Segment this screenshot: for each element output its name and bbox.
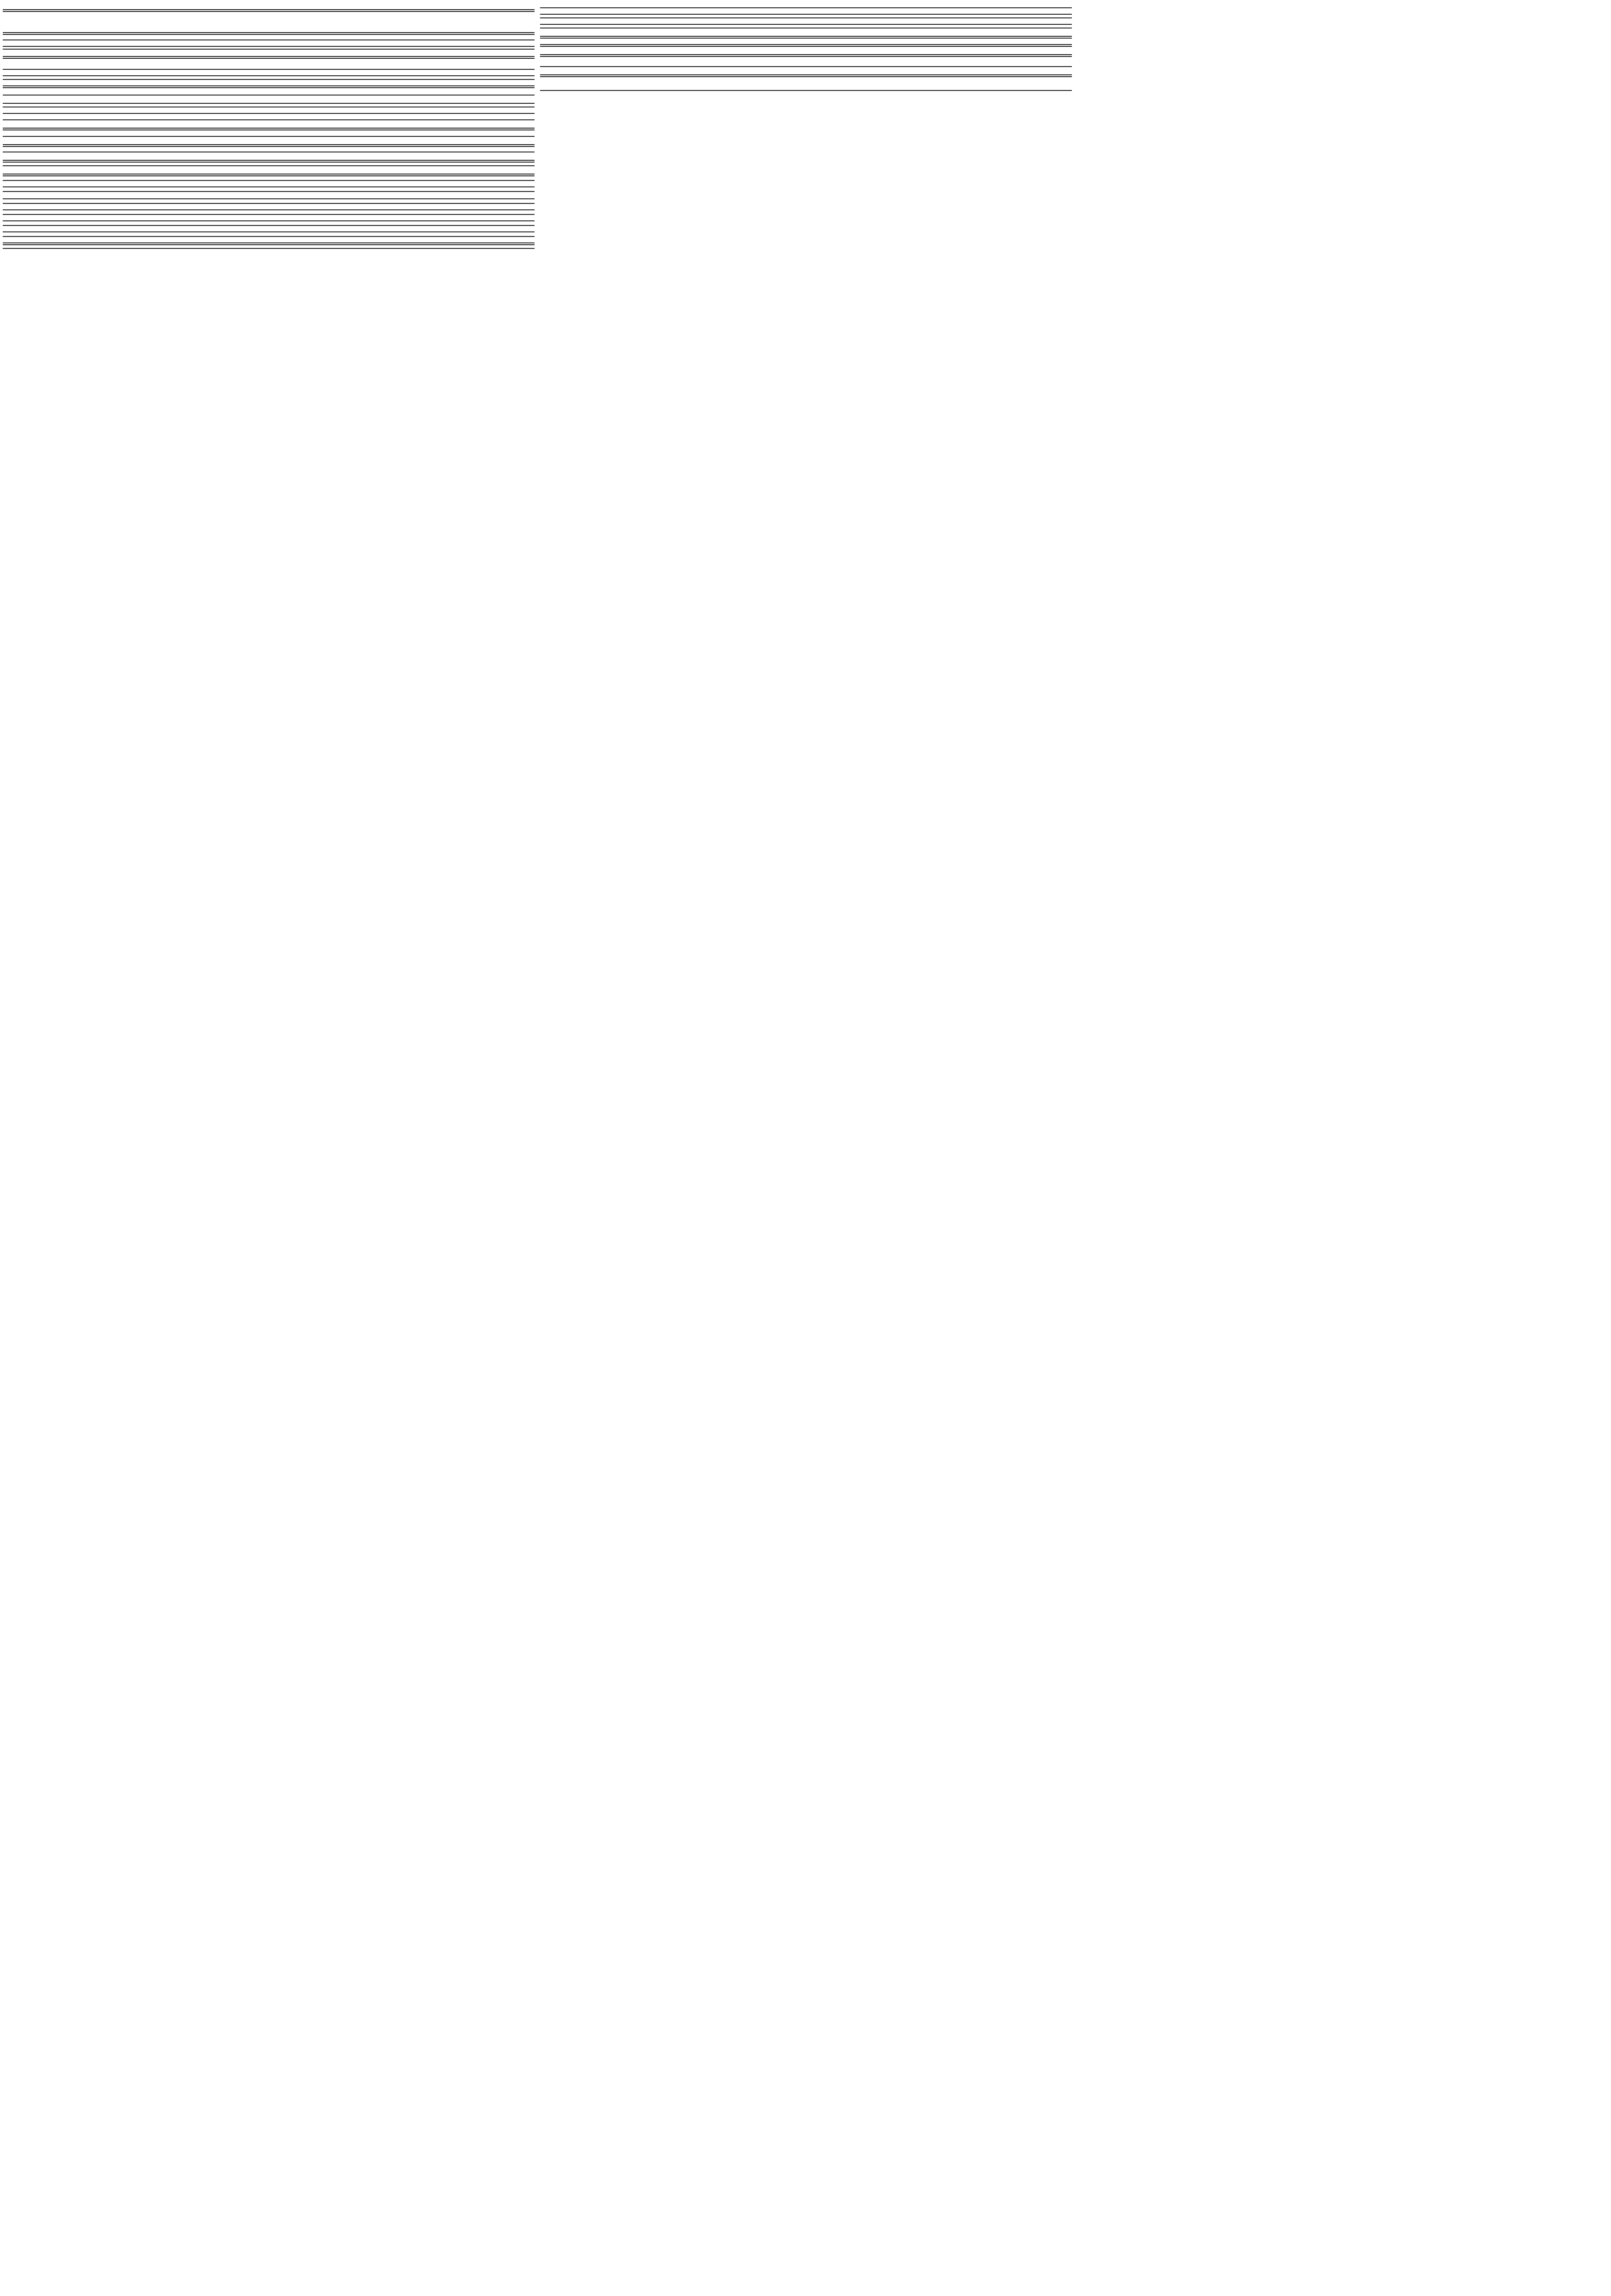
- table-row: [540, 18, 1072, 19]
- data-table: [540, 23, 1072, 29]
- table-cell: [109, 191, 216, 193]
- table-cell: [322, 79, 428, 81]
- table-cell: [215, 191, 322, 193]
- debt-amortization-table: [3, 31, 535, 51]
- lease-schedule-table: [3, 112, 535, 121]
- table-cell: [428, 136, 535, 138]
- table-row: [3, 248, 535, 250]
- labor-obligations-table: [3, 127, 535, 138]
- shareholding-table: [540, 6, 1072, 9]
- table-row: [540, 90, 1072, 92]
- table-cell: [155, 236, 231, 238]
- row-label: [3, 248, 109, 250]
- contingencies-movement-table: [3, 197, 535, 205]
- table-row: [3, 69, 535, 71]
- row-label: [3, 49, 109, 51]
- table-cell: [753, 90, 859, 92]
- table-cell: [215, 69, 322, 71]
- table-cell: [965, 18, 1072, 19]
- table-row: [3, 152, 535, 153]
- table-cell: [109, 168, 216, 169]
- table-cell: [428, 248, 535, 250]
- data-table: [3, 143, 535, 153]
- data-table: [3, 127, 535, 138]
- table-cell: [322, 136, 428, 138]
- table-cell: [357, 120, 535, 121]
- table-cell: [647, 28, 753, 29]
- table-cell: [428, 180, 535, 182]
- table-cell: [109, 180, 216, 182]
- table-cell: [307, 203, 383, 205]
- table-cell: [180, 214, 269, 216]
- table-cell: [753, 18, 859, 19]
- data-table: [540, 13, 1072, 19]
- table-cell: [91, 214, 180, 216]
- row-label: [3, 152, 109, 153]
- data-table: [3, 8, 535, 28]
- table-cell: [215, 248, 322, 250]
- data-table: [3, 102, 535, 108]
- table-cell: [753, 67, 859, 68]
- lease-group-table: [3, 102, 535, 108]
- table-cell: [647, 8, 753, 9]
- row-label: [3, 107, 180, 108]
- table-cell: [109, 136, 216, 138]
- row-label: [3, 79, 109, 81]
- table-cell: [322, 49, 428, 51]
- table-cell: [322, 97, 428, 98]
- table-cell: [428, 97, 535, 98]
- table-row: [3, 225, 535, 227]
- table-cell: [428, 168, 535, 169]
- row-label: [3, 225, 91, 227]
- data-table: [540, 35, 1072, 48]
- table-cell: [965, 67, 1072, 68]
- data-table: [3, 74, 535, 81]
- table-cell: [231, 203, 306, 205]
- table-cell: [335, 27, 402, 28]
- table-cell: [859, 90, 966, 92]
- table-cell: [180, 107, 357, 108]
- row-label: [3, 203, 79, 205]
- debt-redemption-table: [3, 74, 535, 81]
- row-label: [3, 168, 109, 169]
- possible-causes-table: [3, 242, 535, 250]
- table-cell: [322, 191, 428, 193]
- table-row: [3, 214, 535, 216]
- table-row: [3, 79, 535, 81]
- data-table: [540, 53, 1072, 68]
- table-cell: [180, 120, 357, 121]
- table-cell: [859, 67, 966, 68]
- row-label: [3, 120, 180, 121]
- data-table: [3, 197, 535, 205]
- row-label: [3, 97, 109, 98]
- data-table: [3, 208, 535, 216]
- table-cell: [647, 46, 753, 48]
- table-cell: [91, 225, 180, 227]
- table-cell: [215, 136, 322, 138]
- row-label: [3, 136, 109, 138]
- row-label: [540, 67, 647, 68]
- table-row: [3, 191, 535, 193]
- table-row: [540, 67, 1072, 68]
- table-cell: [109, 152, 216, 153]
- capital-increase-2025-table: [540, 23, 1072, 29]
- table-row: [3, 97, 535, 98]
- table-cell: [269, 27, 335, 28]
- data-table: [3, 112, 535, 121]
- table-cell: [109, 49, 216, 51]
- table-cell: [269, 225, 357, 227]
- table-cell: [180, 225, 269, 227]
- table-cell: [357, 225, 446, 227]
- table-cell: [322, 152, 428, 153]
- row-label: [3, 191, 109, 193]
- table-cell: [269, 214, 357, 216]
- table-cell: [322, 180, 428, 182]
- table-cell: [753, 28, 859, 29]
- table-cell: [965, 46, 1072, 48]
- column-middle: [537, 3, 1075, 2296]
- lease-movement-table: [3, 84, 535, 98]
- table-cell: [965, 8, 1072, 9]
- data-table: [3, 84, 535, 98]
- table-row: [3, 136, 535, 138]
- table-row: [3, 49, 535, 51]
- contingencies-consolidated-table: [3, 186, 535, 193]
- general-expenses-table: [540, 73, 1072, 92]
- row-label: [540, 18, 647, 19]
- table-row: [540, 8, 1072, 9]
- data-table: [3, 31, 535, 51]
- row-label: [3, 180, 109, 182]
- table-cell: [109, 97, 216, 98]
- table-cell: [136, 27, 203, 28]
- row-label: [540, 8, 647, 9]
- row-label: [3, 69, 109, 71]
- debt-movement-table: [3, 55, 535, 71]
- table-cell: [215, 97, 322, 98]
- table-cell: [428, 49, 535, 51]
- table-cell: [383, 203, 458, 205]
- capital-increase-2024-table: [540, 13, 1072, 19]
- row-label: [3, 27, 69, 28]
- table-cell: [753, 8, 859, 9]
- table-cell: [155, 203, 231, 205]
- table-cell: [446, 214, 535, 216]
- table-cell: [79, 203, 154, 205]
- row-label: [3, 236, 79, 238]
- table-row: [3, 168, 535, 169]
- data-table: [3, 242, 535, 250]
- table-cell: [231, 236, 306, 238]
- contingencies-table: [3, 173, 535, 182]
- data-table: [540, 73, 1072, 92]
- table-cell: [322, 168, 428, 169]
- table-cell: [965, 90, 1072, 92]
- table-cell: [357, 214, 446, 216]
- data-table: [3, 173, 535, 182]
- table-cell: [428, 152, 535, 153]
- table-cell: [402, 27, 468, 28]
- column-right: [1075, 3, 1611, 2296]
- table-cell: [215, 49, 322, 51]
- table-row: [3, 107, 535, 108]
- contingencies-movement-2024-table: [3, 208, 535, 216]
- data-table: [3, 186, 535, 193]
- data-table: [3, 219, 535, 227]
- table-cell: [307, 236, 383, 238]
- row-label: [540, 28, 647, 29]
- row-label: [540, 46, 647, 48]
- table-cell: [428, 79, 535, 81]
- table-cell: [215, 168, 322, 169]
- column-left: [0, 3, 537, 2296]
- table-cell: [647, 18, 753, 19]
- tax-obligations-table: [3, 143, 535, 153]
- row-label: [3, 214, 91, 216]
- table-cell: [109, 248, 216, 250]
- table-cell: [428, 191, 535, 193]
- data-table: [3, 55, 535, 71]
- table-cell: [647, 90, 753, 92]
- table-cell: [859, 46, 966, 48]
- service-costs-table: [540, 53, 1072, 68]
- table-cell: [69, 27, 136, 28]
- tax-installments-table: [3, 159, 535, 169]
- table-cell: [859, 18, 966, 19]
- table-cell: [459, 236, 535, 238]
- table-cell: [647, 67, 753, 68]
- table-cell: [459, 203, 535, 205]
- table-cell: [322, 69, 428, 71]
- table-cell: [215, 152, 322, 153]
- table-cell: [753, 46, 859, 48]
- table-row: [3, 203, 535, 205]
- contingencies-movement-consolidated-table: [3, 219, 535, 227]
- table-row: [540, 46, 1072, 48]
- net-revenue-table: [540, 35, 1072, 48]
- table-cell: [109, 69, 216, 71]
- table-cell: [446, 225, 535, 227]
- table-cell: [965, 28, 1072, 29]
- table-cell: [859, 28, 966, 29]
- table-cell: [468, 27, 535, 28]
- table-row: [3, 27, 535, 28]
- table-cell: [357, 107, 535, 108]
- table-cell: [215, 79, 322, 81]
- table-row: [3, 180, 535, 182]
- table-cell: [383, 236, 458, 238]
- table-cell: [428, 69, 535, 71]
- table-cell: [202, 27, 269, 28]
- table-cell: [109, 79, 216, 81]
- table-cell: [79, 236, 154, 238]
- table-cell: [322, 248, 428, 250]
- table-row: [3, 236, 535, 238]
- data-table: [540, 6, 1072, 9]
- contingencies-movement-consolidated-2024-table: [3, 231, 535, 238]
- data-table: [3, 159, 535, 169]
- loans-composition-table: [3, 8, 535, 28]
- row-label: [540, 90, 647, 92]
- table-cell: [215, 180, 322, 182]
- table-cell: [859, 8, 966, 9]
- table-row: [540, 28, 1072, 29]
- table-row: [3, 120, 535, 121]
- data-table: [3, 231, 535, 238]
